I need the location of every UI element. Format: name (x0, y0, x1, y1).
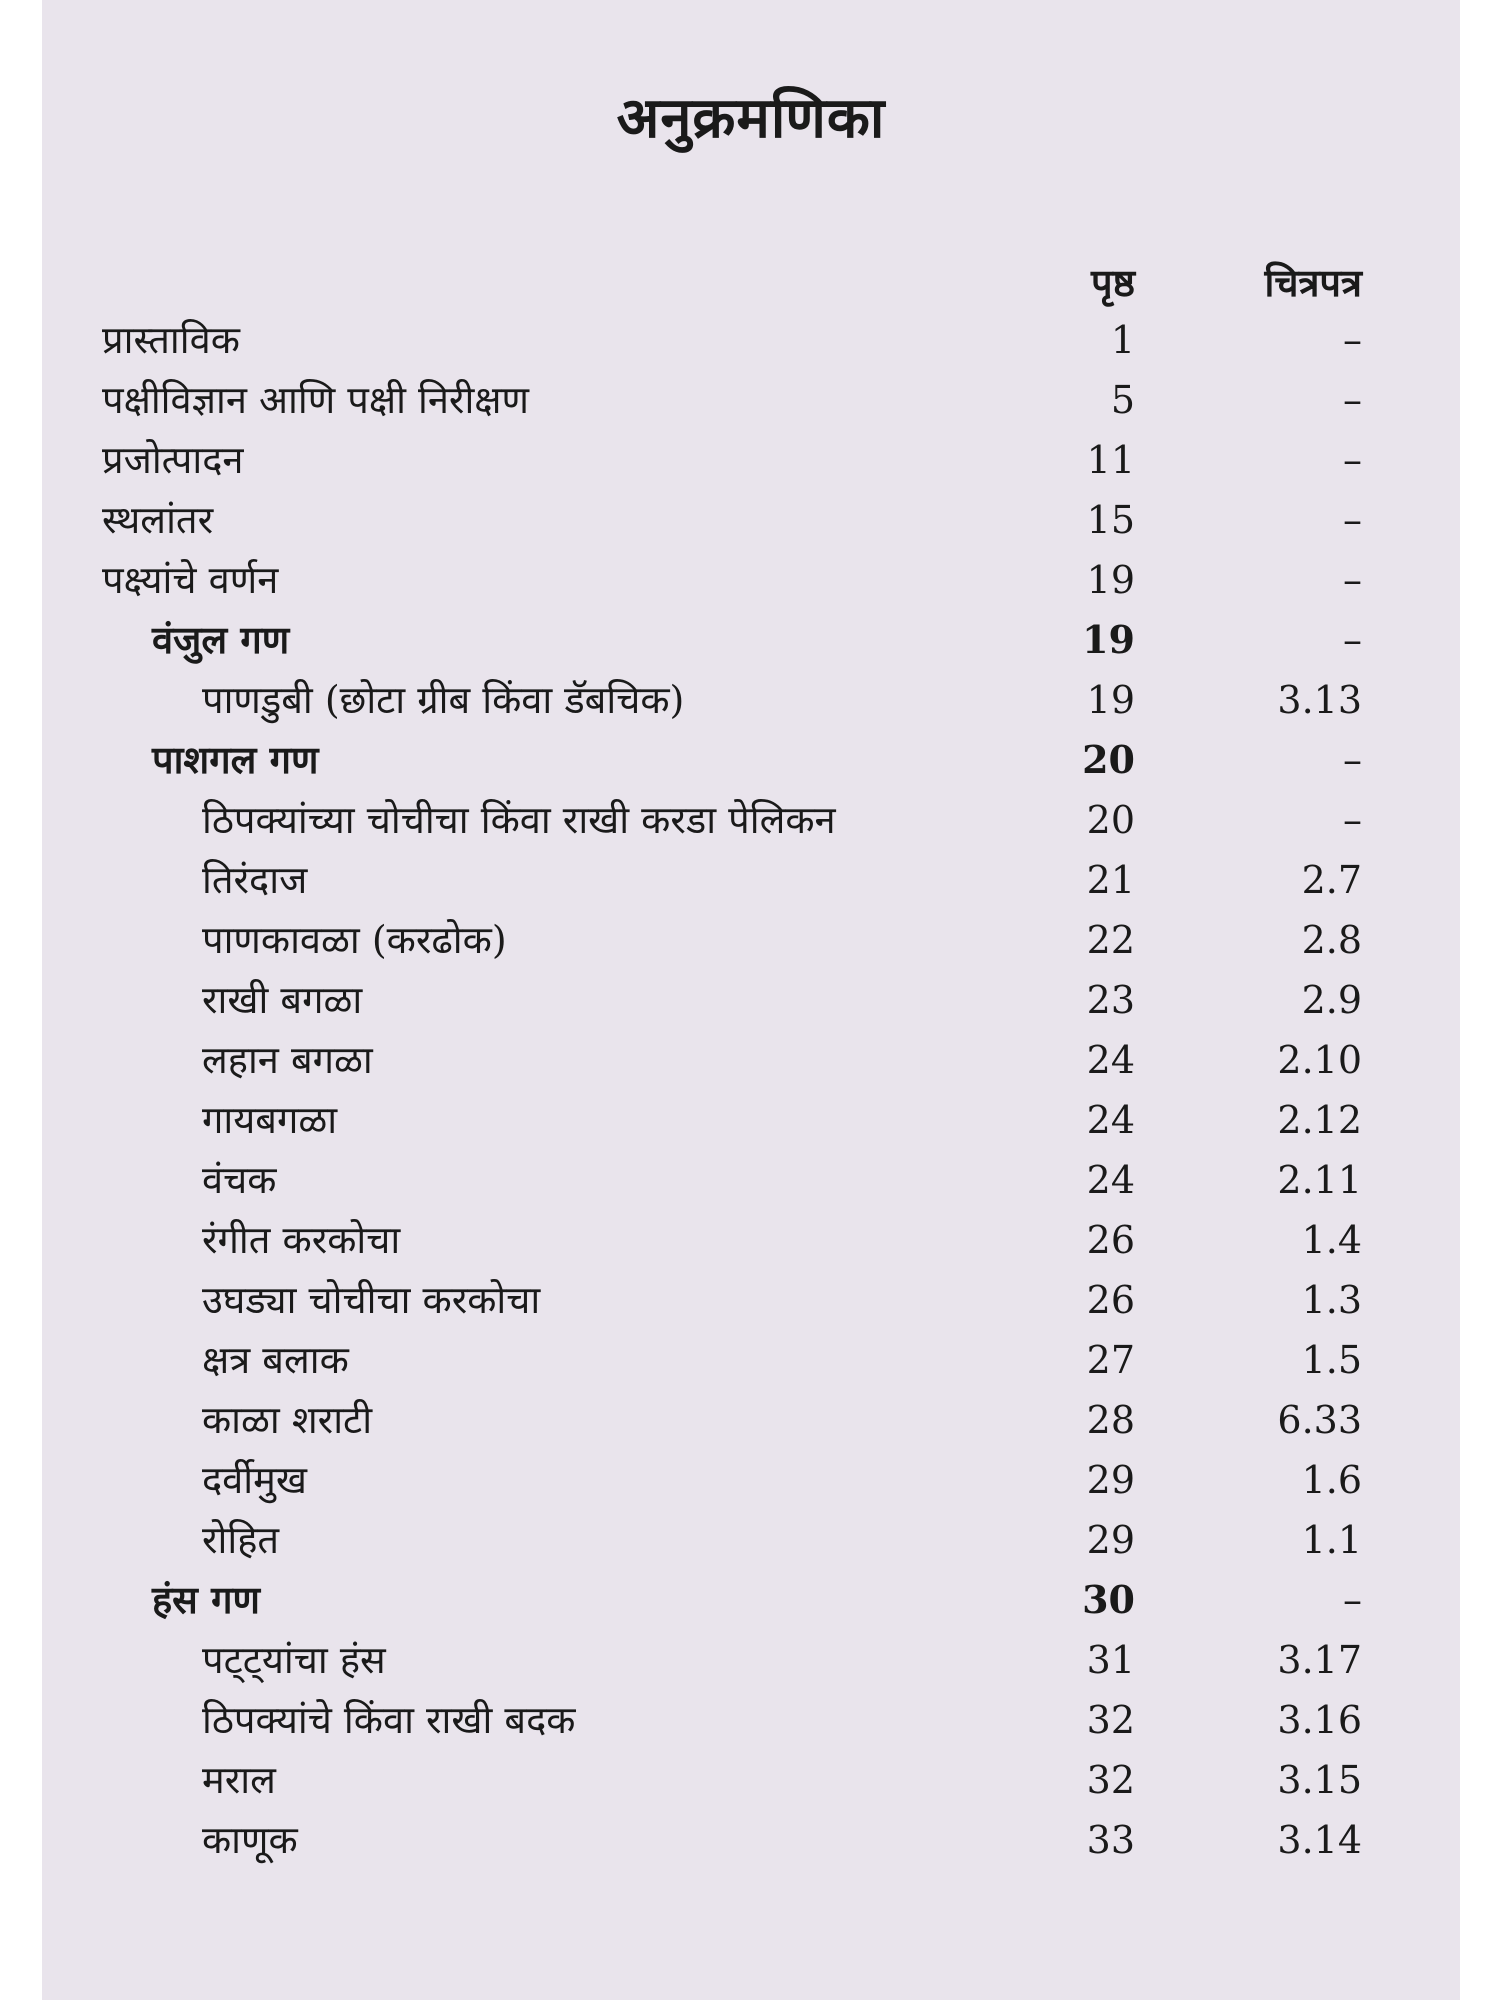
entry-page-number: 1 (1110, 318, 1135, 362)
entry-page-number: 32 (1086, 1758, 1135, 1802)
entry-page-number: 26 (1086, 1278, 1135, 1322)
entry-plate-number: 2.11 (1277, 1158, 1362, 1202)
entry-page-number: 19 (1086, 678, 1135, 722)
contents-entry (42, 1150, 1460, 1210)
entry-page-number: 30 (1082, 1577, 1135, 1622)
entry-title: वंचक (202, 1158, 277, 1202)
contents-entry (42, 490, 1460, 550)
entry-page-number: 5 (1110, 378, 1135, 422)
entry-title: उघड्या चोचीचा करकोचा (202, 1278, 541, 1322)
entry-plate-number: 1.5 (1301, 1338, 1362, 1382)
entry-title: पक्षीविज्ञान आणि पक्षी निरीक्षण (102, 378, 530, 422)
entry-page-number: 33 (1086, 1818, 1135, 1862)
entry-title: पट्ट्यांचा हंस (202, 1638, 386, 1682)
section-heading-row (42, 730, 1460, 790)
entry-plate-number: – (1343, 318, 1362, 362)
book-page (42, 0, 1460, 2000)
entry-plate-number: – (1343, 1578, 1362, 1622)
entry-page-number: 21 (1086, 858, 1135, 902)
entry-plate-number: 2.10 (1277, 1038, 1362, 1082)
entry-title: लहान बगळा (202, 1038, 373, 1082)
entry-title: हंस गण (152, 1577, 260, 1622)
entry-title: पक्ष्यांचे वर्णन (102, 558, 279, 602)
entry-title: ठिपक्यांच्या चोचीचा किंवा राखी करडा पेलिकन (202, 798, 836, 842)
page-title: अनुक्रमणिका (616, 85, 886, 151)
entry-title: वंजुल गण (152, 617, 290, 662)
section-heading-row (42, 610, 1460, 670)
entry-plate-number: 1.4 (1301, 1218, 1362, 1262)
entry-title: प्रजोत्पादन (102, 438, 244, 482)
entry-title: तिरंदाज (202, 858, 308, 902)
page-column-header: पृष्ठ (1091, 260, 1135, 305)
entry-plate-number: 2.8 (1301, 918, 1362, 962)
entry-plate-number: 3.16 (1277, 1698, 1362, 1742)
entry-title: दर्वीमुख (202, 1458, 307, 1502)
entry-page-number: 29 (1086, 1458, 1135, 1502)
entry-plate-number: 6.33 (1277, 1398, 1362, 1442)
entry-page-number: 23 (1086, 978, 1135, 1022)
contents-entry (42, 970, 1460, 1030)
entry-plate-number: – (1343, 498, 1362, 542)
contents-entry (42, 1450, 1460, 1510)
entry-title: मराल (202, 1758, 276, 1802)
entry-title: क्षत्र बलाक (202, 1338, 349, 1382)
contents-entry (42, 1210, 1460, 1270)
entry-title: रोहित (202, 1518, 280, 1562)
contents-entry (42, 1090, 1460, 1150)
entry-page-number: 32 (1086, 1698, 1135, 1742)
entry-plate-number: – (1343, 618, 1362, 662)
entry-page-number: 11 (1086, 438, 1135, 482)
entry-page-number: 19 (1086, 558, 1135, 602)
contents-entry (42, 1390, 1460, 1450)
contents-entry (42, 910, 1460, 970)
contents-entry (42, 370, 1460, 430)
entry-page-number: 22 (1086, 918, 1135, 962)
contents-entry (42, 1690, 1460, 1750)
entry-plate-number: 3.13 (1277, 678, 1362, 722)
entry-title: रंगीत करकोचा (202, 1218, 401, 1262)
contents-list (42, 310, 1460, 1870)
contents-entry (42, 850, 1460, 910)
entry-plate-number: 3.15 (1277, 1758, 1362, 1802)
entry-page-number: 24 (1086, 1158, 1135, 1202)
contents-entry (42, 790, 1460, 850)
entry-page-number: 26 (1086, 1218, 1135, 1262)
contents-entry (42, 1030, 1460, 1090)
entry-page-number: 19 (1082, 617, 1135, 662)
entry-title: पाशगल गण (152, 737, 319, 782)
contents-entry (42, 670, 1460, 730)
entry-title: काळा शराटी (202, 1398, 373, 1442)
entry-page-number: 27 (1086, 1338, 1135, 1382)
entry-title: गायबगळा (202, 1098, 338, 1142)
entry-page-number: 20 (1082, 737, 1135, 782)
contents-entry (42, 1330, 1460, 1390)
entry-plate-number: 2.12 (1277, 1098, 1362, 1142)
contents-entry (42, 1810, 1460, 1870)
entry-plate-number: 3.14 (1277, 1818, 1362, 1862)
entry-plate-number: – (1343, 558, 1362, 602)
entry-page-number: 28 (1086, 1398, 1135, 1442)
contents-entry (42, 1630, 1460, 1690)
entry-page-number: 31 (1086, 1638, 1135, 1682)
entry-plate-number: 2.7 (1301, 858, 1362, 902)
entry-page-number: 24 (1086, 1098, 1135, 1142)
entry-page-number: 24 (1086, 1038, 1135, 1082)
contents-entry (42, 1750, 1460, 1810)
entry-title: पाणकावळा (करढोक) (202, 918, 507, 962)
entry-plate-number: – (1343, 438, 1362, 482)
entry-title: स्थलांतर (102, 498, 214, 542)
contents-entry (42, 310, 1460, 370)
contents-entry (42, 1510, 1460, 1570)
entry-plate-number: – (1343, 798, 1362, 842)
contents-entry (42, 430, 1460, 490)
entry-page-number: 20 (1086, 798, 1135, 842)
entry-plate-number: 1.3 (1301, 1278, 1362, 1322)
section-heading-row (42, 1570, 1460, 1630)
entry-page-number: 15 (1086, 498, 1135, 542)
entry-title: प्रास्ताविक (102, 318, 240, 362)
entry-plate-number: – (1343, 378, 1362, 422)
entry-plate-number: 3.17 (1277, 1638, 1362, 1682)
entry-page-number: 29 (1086, 1518, 1135, 1562)
entry-plate-number: 1.1 (1301, 1518, 1362, 1562)
entry-plate-number: – (1343, 738, 1362, 782)
contents-entry (42, 550, 1460, 610)
entry-plate-number: 2.9 (1301, 978, 1362, 1022)
contents-entry (42, 1270, 1460, 1330)
entry-title: पाणडुबी (छोटा ग्रीब किंवा डॅबचिक) (202, 678, 685, 722)
entry-title: काणूक (202, 1818, 298, 1862)
entry-plate-number: 1.6 (1301, 1458, 1362, 1502)
entry-title: राखी बगळा (202, 978, 363, 1022)
entry-title: ठिपक्यांचे किंवा राखी बदक (202, 1698, 576, 1742)
plate-column-header: चित्रपत्र (1264, 260, 1362, 305)
